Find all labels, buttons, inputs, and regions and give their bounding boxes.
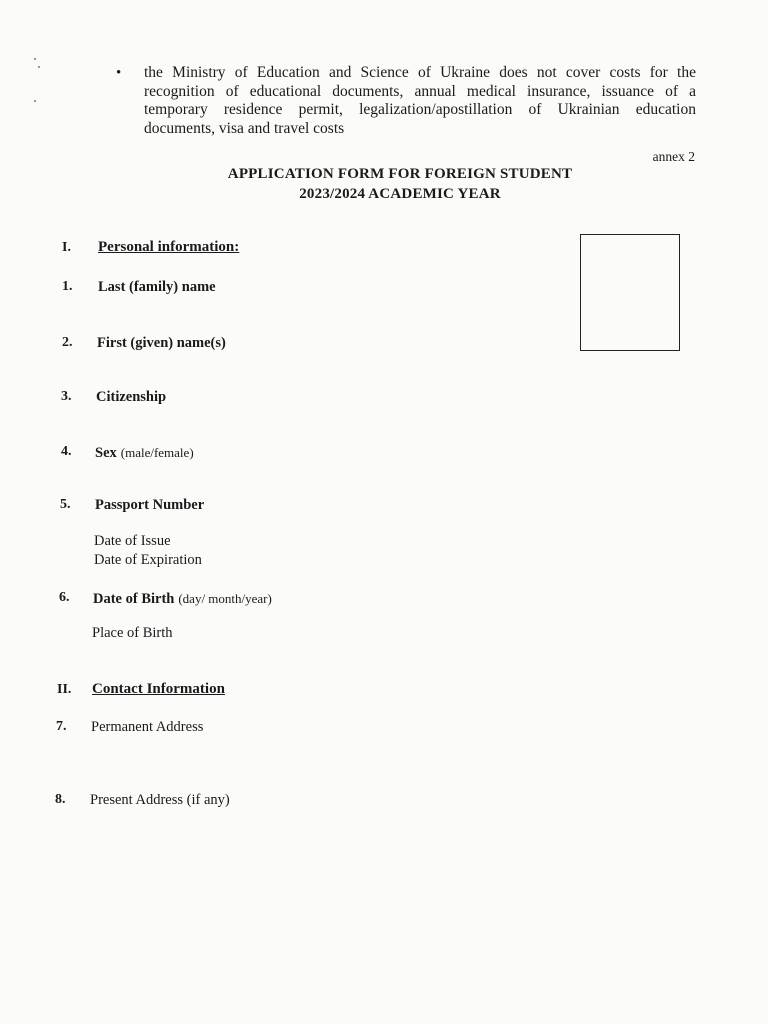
section-title-contact: Contact Information xyxy=(92,681,225,697)
field-first-name: First (given) name(s) xyxy=(97,335,226,351)
field-date-of-expiration: Date of Expiration xyxy=(94,552,202,568)
field-place-of-birth: Place of Birth xyxy=(92,625,173,641)
field-number: 8. xyxy=(55,792,66,807)
section-number: I. xyxy=(62,240,71,255)
field-passport-number: Passport Number xyxy=(95,497,205,513)
academic-year: 2023/2024 ACADEMIC YEAR xyxy=(299,186,501,202)
field-sex-hint: (male/female) xyxy=(120,445,194,460)
scan-speck xyxy=(34,58,36,60)
field-sex xyxy=(95,444,194,462)
field-number: 2. xyxy=(62,335,73,350)
form-title: APPLICATION FORM FOR FOREIGN STUDENT xyxy=(227,166,573,182)
field-citizenship: Citizenship xyxy=(96,389,167,405)
field-permanent-address: Permanent Address xyxy=(91,719,204,735)
field-date-of-issue: Date of Issue xyxy=(94,533,171,549)
field-date-of-birth xyxy=(93,590,272,608)
section-title-personal: Personal information: xyxy=(98,239,240,255)
photo-box xyxy=(580,234,680,351)
field-number: 5. xyxy=(60,497,71,512)
field-number: 3. xyxy=(61,389,72,404)
annex-label: annex 2 xyxy=(652,149,695,164)
field-date-of-birth-label: Date of Birth xyxy=(93,591,175,607)
field-number: 4. xyxy=(61,444,72,459)
field-date-of-birth-hint: (day/ month/year) xyxy=(178,591,272,606)
scan-speck xyxy=(34,100,36,102)
section-number: II. xyxy=(57,682,72,697)
bullet-icon: • xyxy=(116,65,122,81)
field-number: 6. xyxy=(59,590,70,605)
field-number: 1. xyxy=(62,279,73,294)
notice-text: the Ministry of Education and Science of Ukraine does not cover costs for the recognition of educational documents, annual medical insurance, issuance of a temporary residence permit, legalization/apostillation of Ukrainian education documents, visa and travel costs xyxy=(144,64,696,137)
field-number: 7. xyxy=(56,719,67,734)
field-last-name: Last (family) name xyxy=(98,279,216,295)
scan-speck xyxy=(38,66,40,68)
field-present-address: Present Address (if any) xyxy=(90,792,230,808)
field-sex-label: Sex xyxy=(95,445,117,461)
